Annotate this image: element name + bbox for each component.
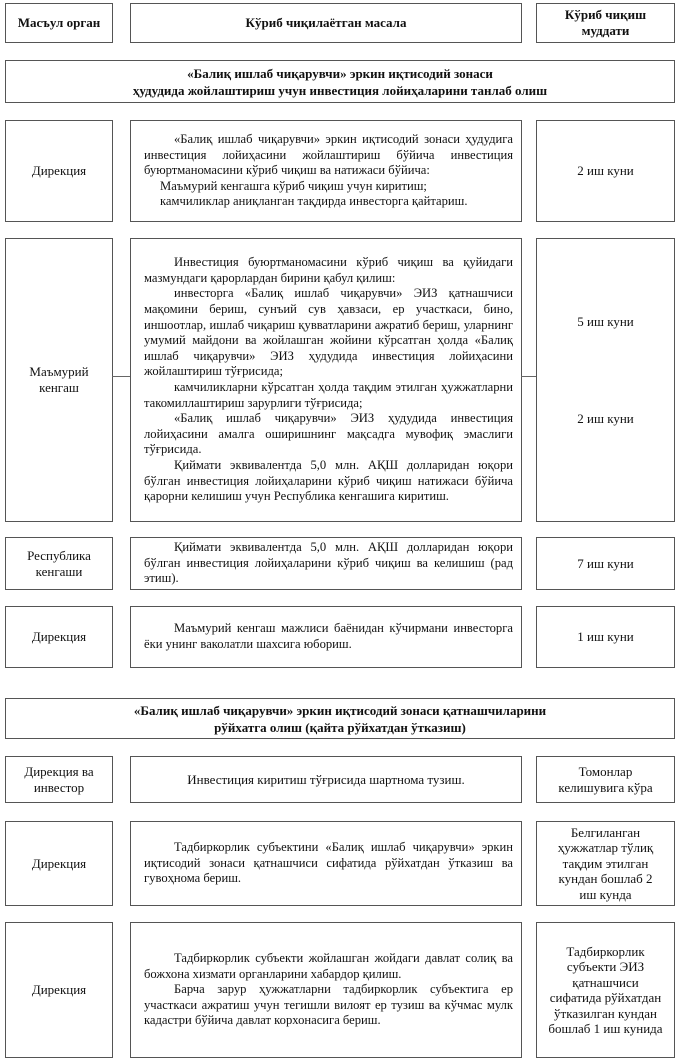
row3-organ-label: Республика кенгаши (27, 547, 91, 579)
row7-term-label: Тадбиркорлик субъекти ЭИЗ қатнашчиси сифатида рўйхатдан ўтказилган кундан бошлаб 1 иш кунида (548, 943, 663, 1036)
row2-left-connector (112, 376, 131, 377)
row2-paragraph: инвесторга «Балиқ ишлаб чиқарувчи» ЭИЗ қатнашчиси мақомини бериш, сунъий сув ҳавзаси, ер участкаси, бино, иншоотлар, ишлаб чиқариш қувватларини ажратиб бериш, уларнинг умумий майдони ва жойлашган жойини кўрсатган ҳолда «Балиқ ишлаб чиқарувчи» ЭИЗ ҳудудида инвестиция лойиҳасини жойлаштириш тўғрисида; (144, 286, 513, 379)
row5-term-label: Томонлар келишувига кўра (558, 763, 653, 795)
row2-term (536, 238, 675, 522)
row6-organ-label: Дирекция (31, 855, 87, 871)
row6-paragraph: Тадбиркорлик субъектини «Балиқ ишлаб чиқарувчи» эркин иқтисодий зонаси қатнашчиси сифатида рўйхатдан ўтказиш ва гувоҳнома бериш. (144, 840, 513, 886)
header-issue (130, 3, 522, 43)
section2-title-line2: рўйхатга олиш (қайта рўйхатдан ўтказиш) (214, 719, 466, 735)
row5-organ-label: Дирекция ва инвестор (24, 763, 94, 795)
row2-paragraph: «Балиқ ишлаб чиқарувчи» ЭИЗ ҳудудида инвестиция лойиҳасини амалга оширишнинг мақсадга мувофиқ эмаслиги тўғрисида. (144, 411, 513, 457)
row2-paragraph: Инвестиция буюртманомасини кўриб чиқиш ва қуйидаги мазмундаги қарорлардан бирини қабул қилиш: (144, 255, 513, 285)
row7-paragraph: Тадбиркорлик субъекти жойлашган жойдаги давлат солиқ ва божхона хизмати органларини хабардор қилиш. (144, 951, 513, 981)
section1-title-line2: ҳудудида жойлаштириш учун инвестиция лойиҳаларини танлаб олиш (132, 82, 548, 98)
row2-paragraph: камчиликларни кўрсатган ҳолда тақдим этилган ҳужжатларни такомиллаштириш зарурлиги тўғрисида; (144, 380, 513, 410)
row3-term-label: 7 иш куни (577, 555, 634, 571)
row1-paragraph: Маъмурий кенгашга кўриб чиқиш учун киритиш; (160, 178, 427, 193)
section1-title-line1: «Балиқ ишлаб чиқарувчи» эркин иқтисодий зонаси (187, 65, 493, 81)
row6-organ (5, 821, 113, 906)
row2-term-1-label: 5 иш куни (577, 313, 634, 329)
row1-organ-label: Дирекция (31, 163, 87, 178)
row4-organ (5, 606, 113, 668)
row4-term-label: 1 иш куни (577, 629, 634, 644)
row2-right-connector (521, 376, 537, 377)
row5-organ (5, 756, 113, 803)
row3-organ (5, 537, 113, 590)
header-issue-label: Кўриб чиқилаётган масала (245, 15, 407, 30)
row3-term (536, 537, 675, 590)
row5-term (536, 756, 675, 803)
row7-paragraph: Барча зарур ҳужжатларни тадбиркорлик субъектига ер участкаси ажратиш учун тегишли вилоят ер тузиш ва кўчмас мулк кадастри бўйича давлат корхонасига бериш. (144, 982, 513, 1028)
row1-issue (130, 120, 522, 222)
row1-paragraph: «Балиқ ишлаб чиқарувчи» эркин иқтисодий зонаси ҳудудига инвестиция лойиҳасини жойлаштириш бўйича инвестиция буюртманомасини кўриб чиқиш ва натижаси бўйича: (144, 132, 513, 178)
row4-term (536, 606, 675, 668)
row4-organ-label: Дирекция (31, 629, 87, 644)
row1-term-label: 2 иш куни (577, 163, 634, 178)
header-responsible-organ-label: Масъул орган (17, 15, 101, 30)
row7-issue (130, 922, 522, 1058)
row6-term-label: Белгиланган ҳужжатлар тўлиқ тақдим этилган кундан бошлаб 2 иш кунда (557, 824, 654, 902)
section2-title (5, 698, 675, 739)
row4-issue (130, 606, 522, 668)
row6-issue (130, 821, 522, 906)
row1-organ (5, 120, 113, 222)
row5-issue (130, 756, 522, 803)
row6-term (536, 821, 675, 906)
header-term-label: Кўриб чиқиш муддати (564, 7, 647, 38)
header-term (536, 3, 675, 43)
row2-paragraph: Қиймати эквивалентда 5,0 млн. АҚШ долларидан юқори бўлган инвестиция лойиҳаларини кўриб чиқиш натижаси бўйича қарорни келишиш учун Республика кенгашига киритиш. (144, 457, 513, 504)
row3-issue (130, 537, 522, 590)
section2-title-line1: «Балиқ ишлаб чиқарувчи» эркин иқтисодий зонаси қатнашчиларини (133, 702, 547, 718)
row2-organ (5, 238, 113, 522)
row4-paragraph: Маъмурий кенгаш мажлиси баёнидан кўчирмани инвесторга ёки унинг ваколатли шахсига юбориш. (144, 621, 513, 651)
row1-term (536, 120, 675, 222)
row1-paragraph: камчиликлар аниқланган тақдирда инвесторга қайтариш. (160, 194, 468, 209)
row7-organ-label: Дирекция (31, 982, 87, 997)
row7-organ (5, 922, 113, 1058)
header-responsible-organ (5, 3, 113, 43)
row2-issue (130, 238, 522, 522)
row5-paragraph: Инвестиция киритиш тўғрисида шартнома тузиш. (187, 771, 465, 787)
row7-term (536, 922, 675, 1058)
row2-organ-label: Маъмурий кенгаш (29, 364, 89, 395)
row3-paragraph: Қиймати эквивалентда 5,0 млн. АҚШ долларидан юқори бўлган инвестиция лойиҳаларини кўриб чиқиш ва келишиш (рад этиш). (144, 540, 513, 586)
row2-term-2-label: 2 иш куни (577, 410, 634, 426)
section1-title (5, 60, 675, 103)
